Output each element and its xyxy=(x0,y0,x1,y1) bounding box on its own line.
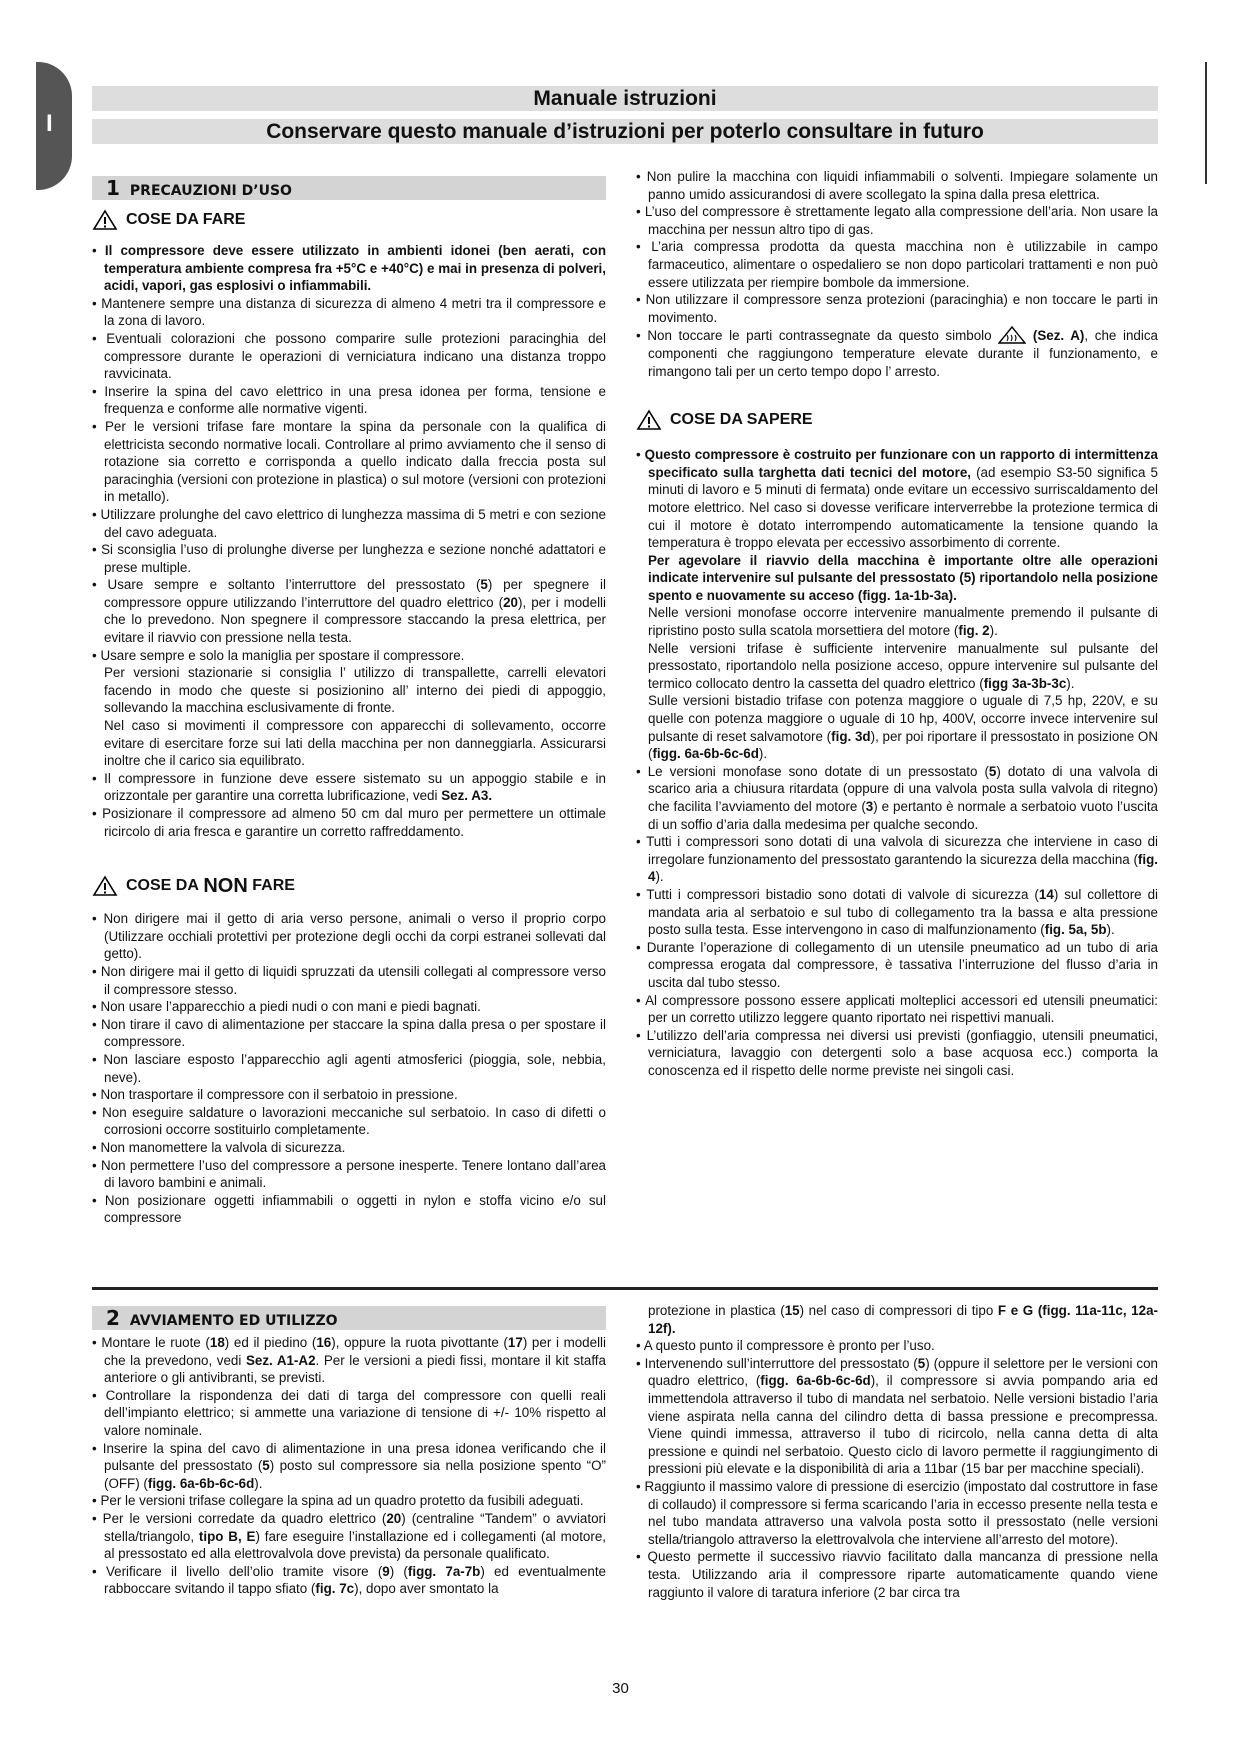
list-item: • Questo permette il successivo riavvio facilitato dalla mancanza di pressione nella testa. Utilizzando aria il compressore riparte automaticamente quando viene raggiunto il valore di taratura inferiore (2 bar circa tra xyxy=(636,1549,1158,1600)
paragraph: Nelle versioni trifase è sufficiente intervenire manualmente sul pulsante del pressostato, riportandolo nella posizione acceso, oppure intervenire sul pulsante del termico collocato dentro la cassetta del quadro elettrico (figg 3a-3b-3c). xyxy=(648,640,1158,691)
paragraph: Per versioni stazionarie si consiglia l’ utilizzo di transpallette, carrelli elevatori facendo in modo che queste si posizionino all’ interno dei piedi di appoggio, sollevando la macchina esclusivamente di fronte. xyxy=(104,665,606,716)
page-number: 30 xyxy=(612,1680,629,1697)
list-item: • Non dirigere mai il getto di liquidi spruzzati da utensili collegati al compressore verso il compressore stesso. xyxy=(92,963,606,997)
list-item: • Non tirare il cavo di alimentazione per staccare la spina dalla presa o per spostare il compressore. xyxy=(92,1016,606,1050)
list-item: • Tutti i compressori bistadio sono dotati di valvole di sicurezza (14) sul collettore di mandata aria al serbatoio e sul tubo di collegamento tra la bassa e alta pressione posto sulla testa. Esse intervengono in caso di malfunzionamento (fig. 5a, 5b). xyxy=(636,886,1159,938)
list-item: • Mantenere sempre una distanza di sicurezza di almeno 4 metri tra il compressore e la zona di lavoro. xyxy=(92,295,606,329)
list-item: • Le versioni monofase sono dotate di un pressostato (5) dotato di una valvola di scarico aria a chiusura ritardata (oppure di una valvola posta sulla valvola di ritegno) che facilita l’avviamento del motore (3) e pertanto è normale a serbatoio vuoto l’uscita di un soffio d’aria dalla medesima per qualche secondo. xyxy=(636,763,1158,832)
paragraph: Sulle versioni bistadio trifase con potenza maggiore o uguale di 7,5 hp, 220V, e su quelle con potenza maggiore o uguale di 10 hp, 400V, occorre invece intervenire sul pulsante di reset salvamotore (fig. 3d), per poi riportare il pressostato in posizione ON (figg. 6a-6b-6c-6d). xyxy=(648,693,1158,762)
list-item: • Usare sempre e soltanto l’interruttore del pressostato (5) per spegnere il compressore oppure utilizzando l’interruttore del quadro elettrico (20), per i modelli che lo prevedono. Non spegnere il compressore staccando la presa elettrica, per evitare il riavvio con pressione nella testa. xyxy=(92,577,607,646)
list-item: • Non eseguire saldature o lavorazioni meccaniche sul serbatoio. In caso di difetti o corrosioni occorre sostituirlo completamente. xyxy=(92,1104,606,1138)
paragraph: protezione in plastica (15) nel caso di compressori di tipo F e G (figg. 11a-11c, 12a-12f). xyxy=(648,1303,1158,1336)
list-item: • Per le versioni corredate da quadro elettrico (20) (centraline “Tandem” o avviatori stella/triangolo, tipo B, E) fare eseguire l’installazione ed i collegamenti (al motore, al pressostato ed alla elettrovalvola dove prevista) da personale qualificato. xyxy=(92,1510,606,1562)
list-item: • Non utilizzare il compressore senza protezioni (paracinghia) e non toccare le parti in movimento. xyxy=(636,292,1158,325)
list-item: • Tutti i compressori sono dotati di una valvola di sicurezza che interviene in caso di irregolare funzionamento del pressostato garantendo la sicurezza della macchina (fig. 4). xyxy=(636,834,1159,885)
page-subtitle: Conservare questo manuale d’istruzioni per poterlo consultare in futuro xyxy=(92,119,1158,144)
list-item: • Verificare il livello dell’olio tramite visore (9) (figg. 7a-7b) ed eventualmente rabboccare svitando il tappo sfiato (fig. 7c), dopo aver smontato la xyxy=(92,1563,606,1597)
list-item: • Non usare l’apparecchio a piedi nudi o con mani e piedi bagnati. xyxy=(92,999,481,1015)
list-item: • Il compressore deve essere utilizzato in ambienti idonei (ben aerati, con temperatura ambiente compresa fra +5°C e +40°C) e mai in presenza di polveri, acidi, vapori, gas esplosivi o infiammabili. xyxy=(92,243,606,294)
left-column-section1 xyxy=(92,176,606,1227)
list-item: • Il compressore in funzione deve essere sistemato su un appoggio stabile e in orizzontale per garantire una corretta lubrificazione, vedi Sez. A3. xyxy=(92,770,606,804)
list-item: • Posizionare il compressore ad almeno 50 cm dal muro per permettere un ottimale ricircolo di aria fresca e garantire un corretto raffreddamento. xyxy=(92,806,606,839)
list-item: • Non manomettere la valvola di sicurezza. xyxy=(92,1139,346,1155)
list-item: • Durante l’operazione di collegamento di un utensile pneumatico ad un tubo di aria compressa erogata dal compressore, è tassativa l’interruzione del flusso d’aria in uscita dal tubo stesso. xyxy=(636,939,1158,990)
list-item: • Non lasciare esposto l’apparecchio agli agenti atmosferici (pioggia, sole, nebbia, neve). xyxy=(92,1051,606,1085)
warning-triangle-icon xyxy=(92,209,118,231)
warning-triangle-icon xyxy=(92,875,118,897)
list-item: • Per le versioni trifase fare montare la spina da personale con la qualifica di elettricista secondo normative locali. Controllare al primo avviamento che il senso di rotazione sia corretto e corrisponda a quello indicato dalla freccia posta sul paracinghia (versioni con protezione in plastica) o sul motore (versioni con protezioni in metallo). xyxy=(92,418,606,505)
list-item: • Non posizionare oggetti infiammabili o oggetti in nylon e stoffa vicino e/o sul compressore xyxy=(92,1192,606,1226)
warning-heading-sapere: COSE DA SAPERE xyxy=(636,404,1158,436)
list-item: • Inserire la spina del cavo di alimentazione in una presa idonea verificando che il pulsante del pressostato (5) posto sul compressore sia nella posizione spento “O” (OFF) (figg. 6a-6b-6c-6d). xyxy=(92,1440,606,1491)
list-item: • Eventuali colorazioni che possono comparire sulle protezioni paracinghia del compressore durante le operazioni di verniciatura indicano una distanza troppo ravvicinata. xyxy=(92,330,606,382)
warning-heading-fare: COSE DA FARE xyxy=(92,204,606,236)
list-item: • A questo punto il compressore è pronto per l’uso. xyxy=(636,1338,935,1354)
list-item: • L’utilizzo dell’aria compressa nei diversi usi previsti (gonfiaggio, utensili pneumatici, verniciatura, lavaggio con detergenti solo a base acquosa ecc.) comporta la conoscenza ed il rispetto delle norme previste nei singoli casi. xyxy=(636,1027,1158,1078)
list-item: • Utilizzare prolunghe del cavo elettrico di lunghezza massima di 5 metri e con sezione del cavo adeguata. xyxy=(92,506,606,540)
section-1-header: 1 PRECAUZIONI D’USO xyxy=(92,176,606,200)
list-item: • Non permettere l’uso del compressore a persone inesperte. Tenere lontano dall’area di lavoro bambini e animali. xyxy=(92,1157,607,1191)
list-item: • Al compressore possono essere applicati molteplici accessori ed utensili pneumatici: per un corretto utilizzo leggere quanto riportato nei rispettivi manuali. xyxy=(636,992,1159,1026)
list-item: • Non dirigere mai il getto di aria verso persone, animali o verso il proprio corpo (Utilizzare occhiali protettivi per protezione degli occhi da corpi estranei sollevati dal getto). xyxy=(92,911,606,962)
right-column-section1 xyxy=(636,168,1158,1080)
language-tab xyxy=(36,62,72,190)
list-item: • Non toccare le parti contrassegnate da questo simbolo (Sez. A), che indica componenti che raggiungono temperature elevate durante il funzionamento, e rimangono tali per un certo tempo dopo l’ arresto. xyxy=(636,328,1158,379)
list-item: • Raggiunto il massimo valore di pressione di esercizio (impostato dal costruttore in fase di collaudo) il compressore si ferma scaricando l’aria in eccesso presente nella testa e nel tubo mandata attraverso una valvola posta sotto il pressostato (nelle versioni stella/triangolo attraverso la elettrovalvola che interviene all’arresto del motore). xyxy=(636,1478,1158,1547)
language-letter: I xyxy=(46,110,53,137)
page-title: Manuale istruzioni xyxy=(92,86,1158,111)
paragraph: Nel caso si movimenti il compressore con apparecchi di sollevamento, occorre evitare di esercitare forze sui lati della macchina per non danneggiarla. Assicurarsi inoltre che il carico sia equilibrato. xyxy=(104,718,606,769)
margin-line xyxy=(1205,62,1207,184)
paragraph: Per agevolare il riavvio della macchina è importante oltre alle operazioni indicate intervenire sul pulsante del pressostato (5) riportandolo nella posizione spento e nuovamente su acceso (figg. 1a-1b-3a). xyxy=(648,552,1158,603)
warning-triangle-icon xyxy=(636,409,662,431)
left-column-section2 xyxy=(92,1306,606,1598)
list-item: • Per le versioni trifase collegare la spina ad un quadro protetto da fusibili adeguati. xyxy=(92,1493,584,1509)
section-2-header: 2 AVVIAMENTO ED UTILIZZO xyxy=(92,1306,606,1330)
right-column-section2 xyxy=(636,1302,1158,1601)
warning-heading-non-fare: COSE DA NON FARE xyxy=(92,870,606,902)
list-item: • L’uso del compressore è strettamente legato alla compressione dell’aria. Non usare la macchina per nessun altro tipo di gas. xyxy=(636,204,1158,237)
section-divider xyxy=(92,1287,1158,1290)
list-item: • Montare le ruote (18) ed il piedino (16), oppure la ruota pivottante (17) per i modelli che la prevedono, vedi Sez. A1-A2. Per le versioni a piedi fissi, montare il kit staffa anteriore o gli antivibranti, se previsti. xyxy=(92,1335,606,1386)
list-item: • Intervenendo sull’interruttore del pressostato (5) (oppure il selettore per le versioni con quadro elettrico, (figg. 6a-6b-6c-6d), il compressore si avvia pompando aria ed immettendola attraverso il tubo di mandata nel serbatoio. Nelle versioni bistadio l’aria viene aspirata nella canna del cilindro detta di bassa pressione e precompressa. Viene quindi immessa, attraverso il tubo di ricircolo, nella canna detta di alta pressione e quindi nel serbatoio. Questo ciclo di lavoro permette il raggiungimento di pressioni più elevate e la disponibilità di aria a 11bar (15 bar per macchine speciali). xyxy=(636,1355,1158,1477)
list-item: • Si sconsiglia l’uso di prolunghe diverse per lunghezza e sezione nonché adattatori e prese multiple. xyxy=(92,542,606,575)
paragraph: Nelle versioni monofase occorre intervenire manualmente premendo il pulsante di ripristino posto sulla scatola morsettiera del motore (fig. 2). xyxy=(648,605,1158,639)
list-item: • L’aria compressa prodotta da questa macchina non è utilizzabile in campo farmaceutico, alimentare o ospedaliero se non dopo particolari trattamenti e non può essere utilizzata per riempire bombole da immersione. xyxy=(636,239,1158,290)
list-item: • Non trasportare il compressore con il serbatoio in pressione. xyxy=(92,1087,458,1103)
list-item: • Questo compressore è costruito per funzionare con un rapporto di intermittenza specificato sulla targhetta dati tecnici del motore, (ad esempio S3-50 significa 5 minuti di lavoro e 5 minuti di fermata) onde evitare un eccessivo surriscaldamento del motore elettrico. Nel caso si dovesse verificare interverrebbe la protezione termica di cui il motore è dotato interrompendo automaticamente la tensione quando la temperatura è troppo elevata per eccessivo assorbimento di corrente. xyxy=(636,447,1158,551)
list-item: • Inserire la spina del cavo elettrico in una presa idonea per forma, tensione e frequenza e conforme alle normative vigenti. xyxy=(92,383,606,417)
list-item: • Controllare la rispondenza dei dati di targa del compressore con quelli reali dell’impianto elettrico; si ammette una variazione di tensione di +/- 10% rispetto al valore nominale. xyxy=(92,1387,606,1438)
list-item: • Usare sempre e solo la maniglia per spostare il compressore. xyxy=(92,647,465,663)
list-item: • Non pulire la macchina con liquidi infiammabili o solventi. Impiegare solamente un panno umido assicurandosi di avere scollegato la spina dalla presa elettrica. xyxy=(636,169,1158,202)
hot-surface-icon xyxy=(998,326,1026,344)
